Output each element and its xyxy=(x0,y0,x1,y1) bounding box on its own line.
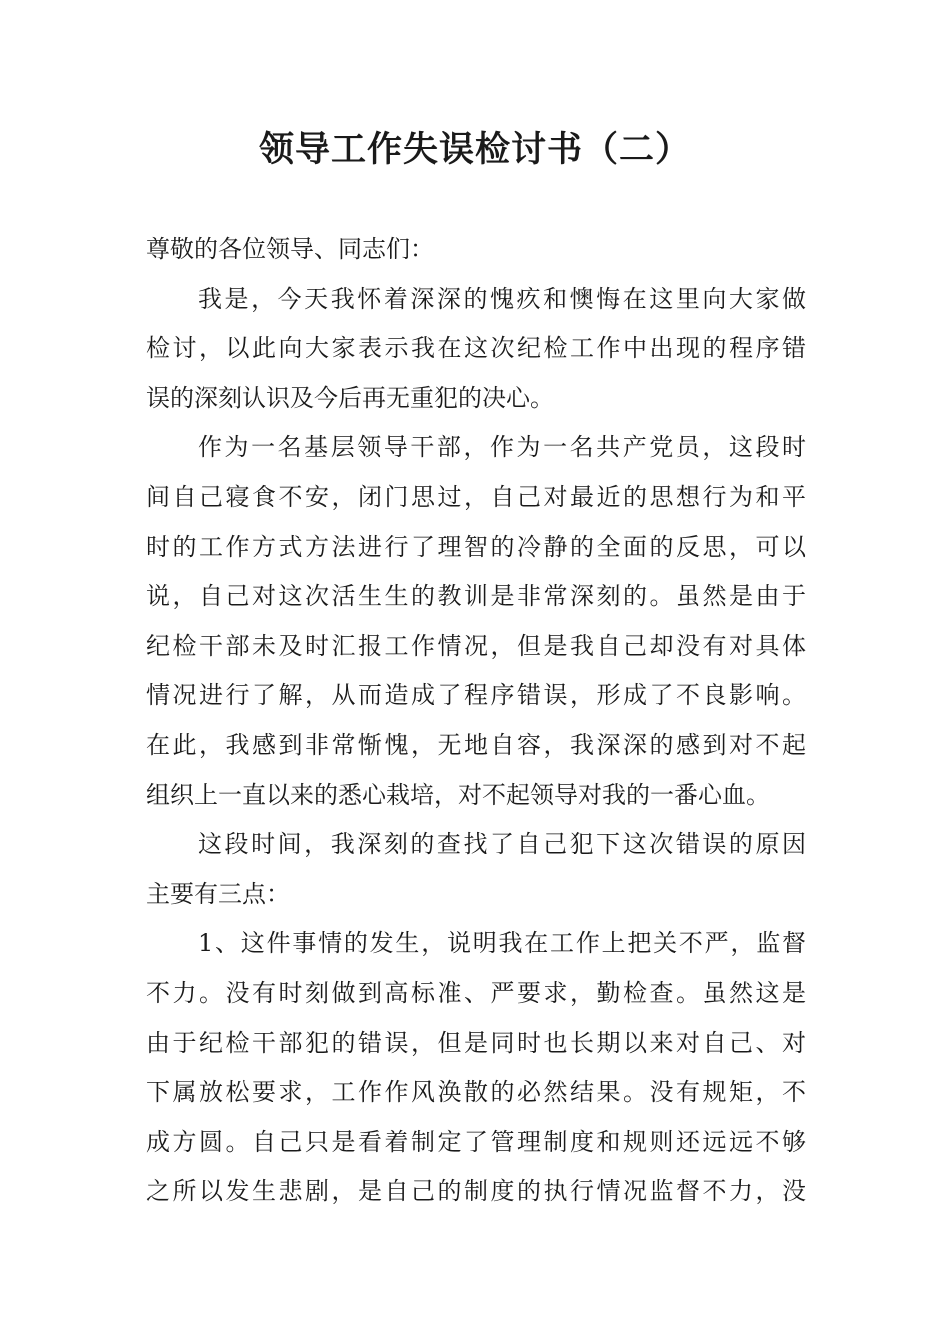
text-line: 在此，我感到非常惭愧，无地自容，我深深的感到对不起 xyxy=(146,730,806,759)
text-line: 时的工作方式方法进行了理智的冷静的全面的反思，可以 xyxy=(146,532,806,561)
document-title: 领导工作失误检讨书（二） xyxy=(258,129,691,170)
text-line: 我是，今天我怀着深深的愧疚和懊悔在这里向大家做 xyxy=(198,284,806,313)
text-line: 这段时间，我深刻的查找了自己犯下这次错误的原因 xyxy=(198,830,806,859)
text-line: 不力。没有时刻做到高标准、严要求，勤检查。虽然这是 xyxy=(146,978,806,1007)
text-line: 组织上一直以来的悉心栽培，对不起领导对我的一番心血。 xyxy=(146,780,770,809)
text-line: 情况进行了解，从而造成了程序错误，形成了不良影响。 xyxy=(146,681,806,710)
text-line: 检讨，以此向大家表示我在这次纪检工作中出现的程序错 xyxy=(146,334,806,363)
text-line: 成方圆。自己只是看着制定了管理制度和规则还远远不够 xyxy=(146,1127,806,1156)
text-line: 间自己寝食不安，闭门思过，自己对最近的思想行为和平 xyxy=(146,482,806,511)
text-line: 尊敬的各位领导、同志们： xyxy=(146,235,434,263)
text-line: 纪检干部未及时汇报工作情况，但是我自己却没有对具体 xyxy=(146,631,806,660)
document-body xyxy=(146,225,806,1217)
text-line: 主要有三点： xyxy=(146,879,290,908)
text-line: 误的深刻认识及今后再无重犯的决心。 xyxy=(146,383,554,412)
text-line: 由于纪检干部犯的错误，但是同时也长期以来对自己、对 xyxy=(146,1028,806,1057)
text-line: 作为一名基层领导干部，作为一名共产党员，这段时 xyxy=(198,433,806,462)
text-line: 1、这件事情的发生，说明我在工作上把关不严，监督 xyxy=(198,929,806,958)
text-line: 说，自己对这次活生生的教训是非常深刻的。虽然是由于 xyxy=(146,582,806,611)
text-line: 下属放松要求，工作作风涣散的必然结果。没有规矩，不 xyxy=(146,1078,806,1107)
text-line: 之所以发生悲剧，是自己的制度的执行情况监督不力，没 xyxy=(146,1177,806,1206)
